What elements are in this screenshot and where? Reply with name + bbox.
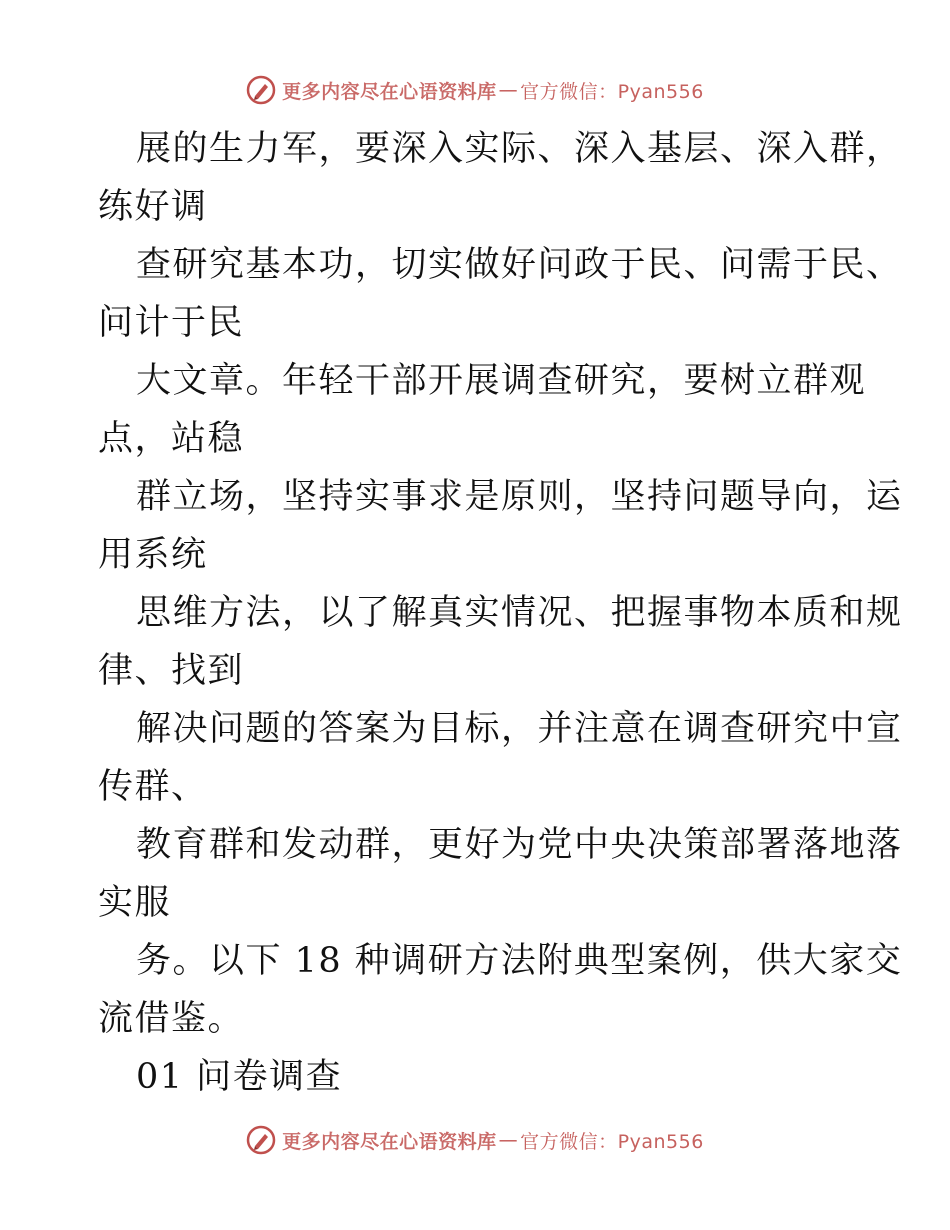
text-line: 思维方法，以了解真实情况、把握事物本质和规	[136, 593, 903, 633]
watermark-separator: —	[498, 79, 519, 101]
text-line: 查研究基本功，切实做好问政于民、问需于民、	[136, 245, 903, 285]
watermark-text: 更多内容尽在心语资料库	[282, 80, 497, 103]
section-heading: 01 问卷调查	[136, 1057, 343, 1097]
text-line: 点，站稳	[98, 419, 245, 459]
watermark-contact: 官方微信：Pyan556	[520, 1130, 704, 1153]
text-line: 律、找到	[98, 651, 245, 691]
text-line: 解决问题的答案为目标，并注意在调查研究中宣	[136, 709, 903, 749]
text-line: 实服	[98, 883, 172, 923]
text-line: 务。以下 18 种调研方法附典型案例，供大家交	[136, 941, 903, 981]
document-body	[98, 120, 903, 1106]
text-line: 群立场，坚持实事求是原则，坚持问题导向，运	[136, 477, 903, 517]
text-line: 展的生力军，要深入实际、深入基层、深入群，	[136, 129, 903, 169]
text-line: 教育群和发动群，更好为党中央决策部署落地落	[136, 825, 903, 865]
watermark-header	[0, 70, 950, 110]
text-line: 传群、	[98, 767, 208, 807]
pen-logo-icon	[246, 1125, 276, 1155]
text-line: 大文章。年轻干部开展调查研究，要树立群观	[136, 361, 867, 401]
text-line: 用系统	[98, 535, 208, 575]
pen-logo-icon	[246, 75, 276, 105]
watermark-contact: 官方微信：Pyan556	[520, 80, 704, 103]
text-line: 练好调	[98, 187, 208, 227]
text-line: 问计于民	[98, 303, 245, 343]
watermark-separator: —	[498, 1129, 519, 1151]
watermark-footer	[0, 1120, 950, 1160]
text-line: 流借鉴。	[98, 999, 245, 1039]
watermark-text: 更多内容尽在心语资料库	[282, 1130, 497, 1153]
